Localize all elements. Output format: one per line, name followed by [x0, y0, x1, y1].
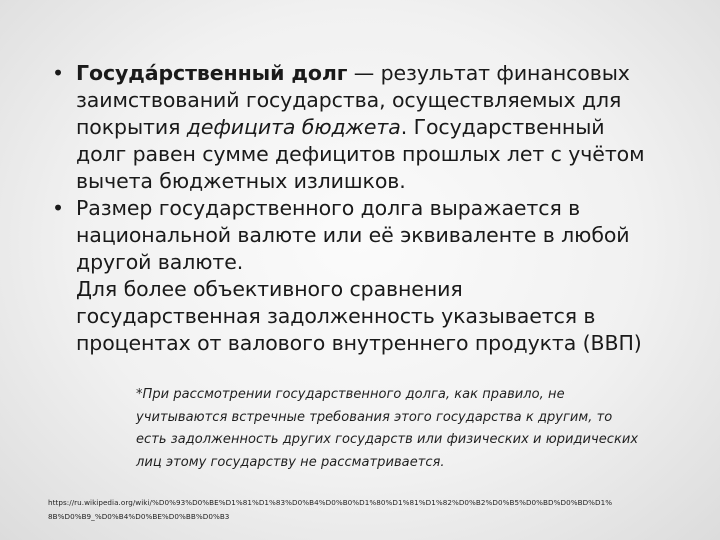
- bullet-line: [76, 60, 692, 87]
- emphasized-term: дефицита бюджета: [186, 115, 401, 139]
- footnote: [136, 384, 706, 474]
- bullet-text: . Государственный: [400, 115, 605, 139]
- footnote-line: лиц этому государству не рассматривается.: [136, 454, 445, 470]
- bullet-line: Для более объективного сравнения: [76, 277, 463, 301]
- bullet-line: вычета бюджетных излишков.: [76, 169, 406, 193]
- source-url-line: https://ru.wikipedia.org/wiki/%D0%93%D0%BE%D1%81%D1%83%D0%B4%D0%B0%D1%80%D1%81%D1%82%D0%B2%D0%B5%D0%BD%D0%BD%D1%: [48, 498, 613, 507]
- bullet-text: — результат финансовых: [347, 61, 630, 85]
- bullet-line: другой валюте.: [76, 250, 244, 274]
- bullet-debt-size: [52, 195, 692, 357]
- bullet-marker: •: [52, 196, 64, 220]
- footnote-line: *При рассмотрении государственного долга, как правило, не: [136, 387, 565, 402]
- bullet-marker: •: [52, 61, 64, 85]
- bullet-list: [52, 60, 692, 357]
- footnote-line: учитываются встречные требования этого государства к другим, то: [136, 409, 613, 425]
- bullet-line: процентах от валового внутреннего продукта (ВВП): [76, 331, 642, 355]
- bullet-line: государственная задолженность указывается в: [76, 304, 596, 328]
- bullet-line: Размер государственного долга выражается в: [76, 196, 581, 220]
- bullet-line: долг равен сумме дефицитов прошлых лет с учётом: [76, 142, 645, 166]
- defined-term: Госуда́рственный долг: [76, 61, 348, 85]
- bullet-text: покрытия: [76, 115, 187, 139]
- bullet-line: [76, 114, 692, 141]
- bullet-line: заимствований государства, осуществляемых для: [76, 88, 622, 112]
- footnote-line: есть задолженность других государств или физических и юридических: [136, 432, 639, 447]
- bullet-public-debt-definition: [52, 60, 692, 195]
- bullet-line: национальной валюте или её эквиваленте в любой: [76, 223, 630, 247]
- source-url-line: 8B%D0%B9_%D0%B4%D0%BE%D0%BB%D0%B3: [48, 512, 230, 521]
- source-url: [48, 496, 708, 524]
